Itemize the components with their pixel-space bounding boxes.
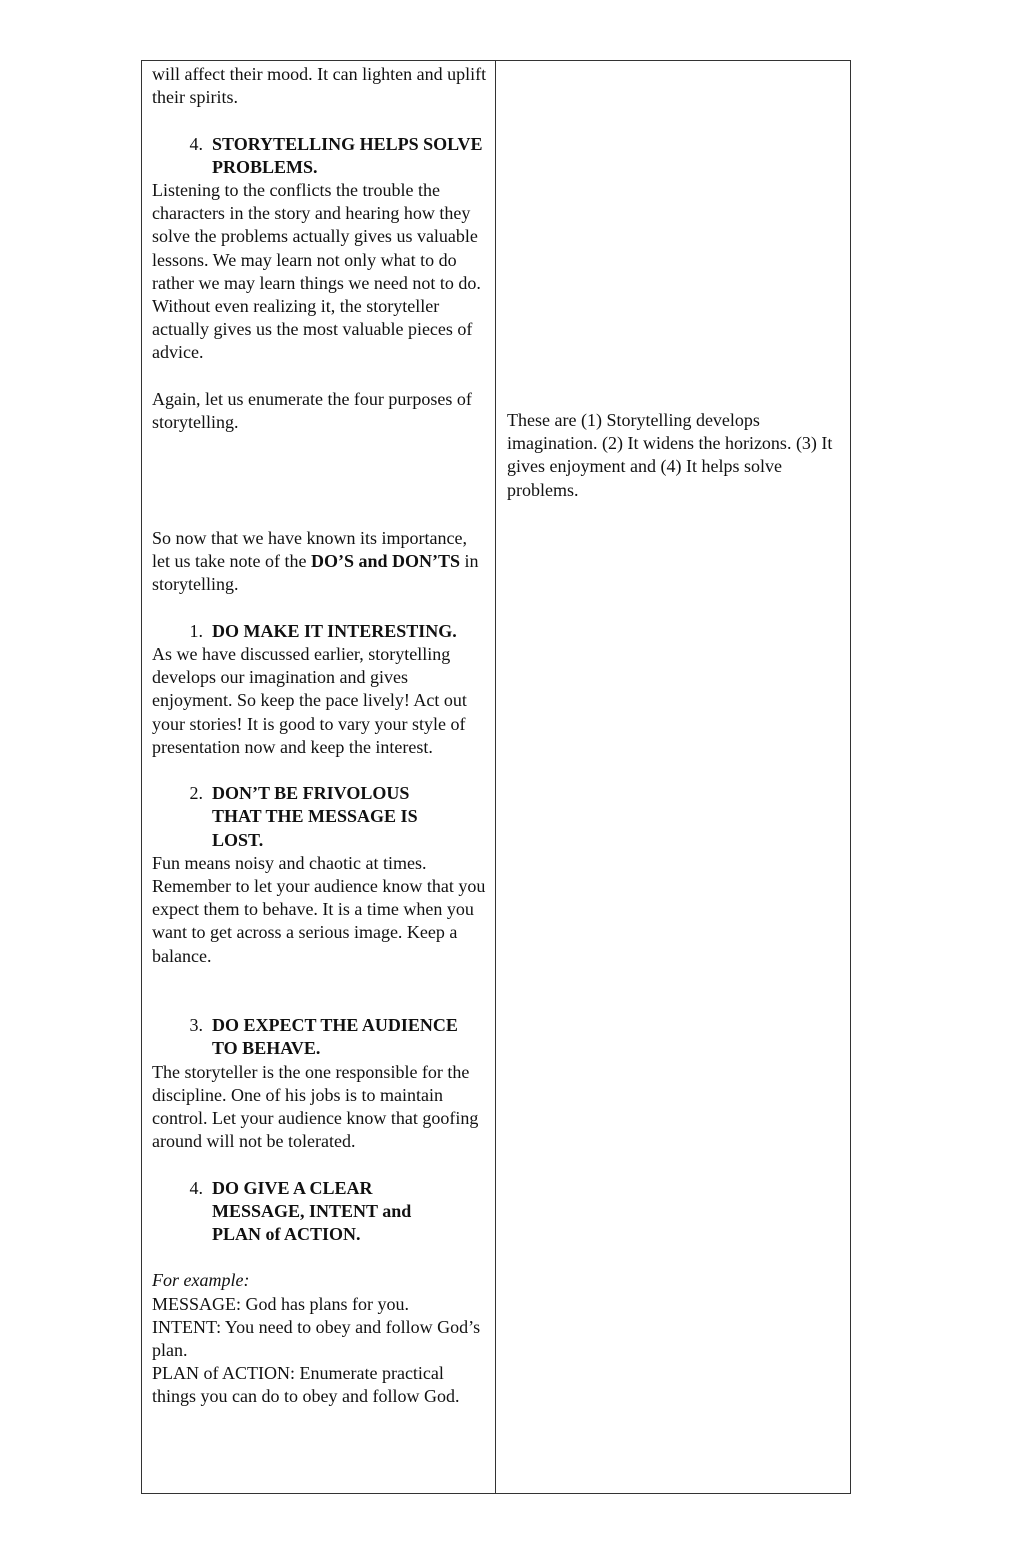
do-3-heading [152, 1014, 487, 1060]
example-intent: INTENT: You need to obey and follow God’s plan. [152, 1316, 481, 1361]
do-3-number: 3. [189, 1015, 203, 1036]
do-1-title: DO MAKE IT INTERESTING. [212, 620, 457, 641]
do-1-number: 1. [189, 620, 203, 641]
do-4-number: 4. [189, 1177, 203, 1198]
purposes-answer: These are (1) Storytelling develops imagination. (2) It widens the horizons. (3) It gives enjoyment and (4) It helps solve problems. [507, 410, 833, 500]
teacher-activity-column [142, 61, 496, 1493]
lesson-table [141, 60, 851, 1494]
do-2-heading [152, 782, 487, 852]
dos-donts-intro-c: in storytelling. [152, 551, 479, 595]
example-message: MESSAGE: God has plans for you. [152, 1293, 409, 1314]
intro-text: will affect their mood. It can lighten and uplift their spirits. [152, 64, 487, 108]
do-2-title: DON’T BE FRIVOLOUS THAT THE MESSAGE IS LOST. [212, 783, 418, 850]
purpose-4-heading [152, 133, 487, 179]
dos-donts-intro-a: So now that we have known its importance, let us take note of the [152, 528, 467, 572]
do-3-title: DO EXPECT THE AUDIENCE TO BEHAVE. [212, 1015, 458, 1059]
example-label: For example: [152, 1270, 250, 1291]
purpose-4-title: STORYTELLING HELPS SOLVE PROBLEMS. [212, 133, 483, 177]
dos-donts-intro [152, 527, 487, 597]
do-4-heading [152, 1177, 487, 1247]
again-text: Again, let us enumerate the four purposes of storytelling. [152, 388, 472, 433]
do-4-title: DO GIVE A CLEAR MESSAGE, INTENT and PLAN of ACTION. [212, 1177, 412, 1245]
do-2-number: 2. [189, 783, 203, 804]
do-1-heading [152, 620, 487, 643]
purpose-4-number: 4. [189, 133, 203, 154]
purpose-4-body: Listening to the conflicts the trouble the characters in the story and hearing how they solve the problems actually gives us valuable lessons. We may learn not only what to do rather we may learn things we need not to do. Without even realizing it, the storyteller actually gives us the most valuable pieces of advice. [152, 180, 481, 363]
do-1-body: As we have discussed earlier, storytelling develops our imagination and gives enjoyment. So keep the pace lively! Act out your stories! It is good to vary your style of presentation now and keep the interest. [152, 644, 467, 757]
example-plan: PLAN of ACTION: Enumerate practical things you can do to obey and follow God. [152, 1363, 460, 1407]
dos-donts-emphasis: DO’S and DON’TS [310, 551, 460, 572]
learner-activity-column [496, 61, 850, 1493]
do-2-body: Fun means noisy and chaotic at times. Remember to let your audience know that you expect them to behave. It is a time when you want to get across a serious image. Keep a balance. [152, 852, 486, 966]
do-3-body: The storyteller is the one responsible for the discipline. One of his jobs is to maintain control. Let your audience know that goofing around will not be tolerated. [152, 1061, 479, 1152]
